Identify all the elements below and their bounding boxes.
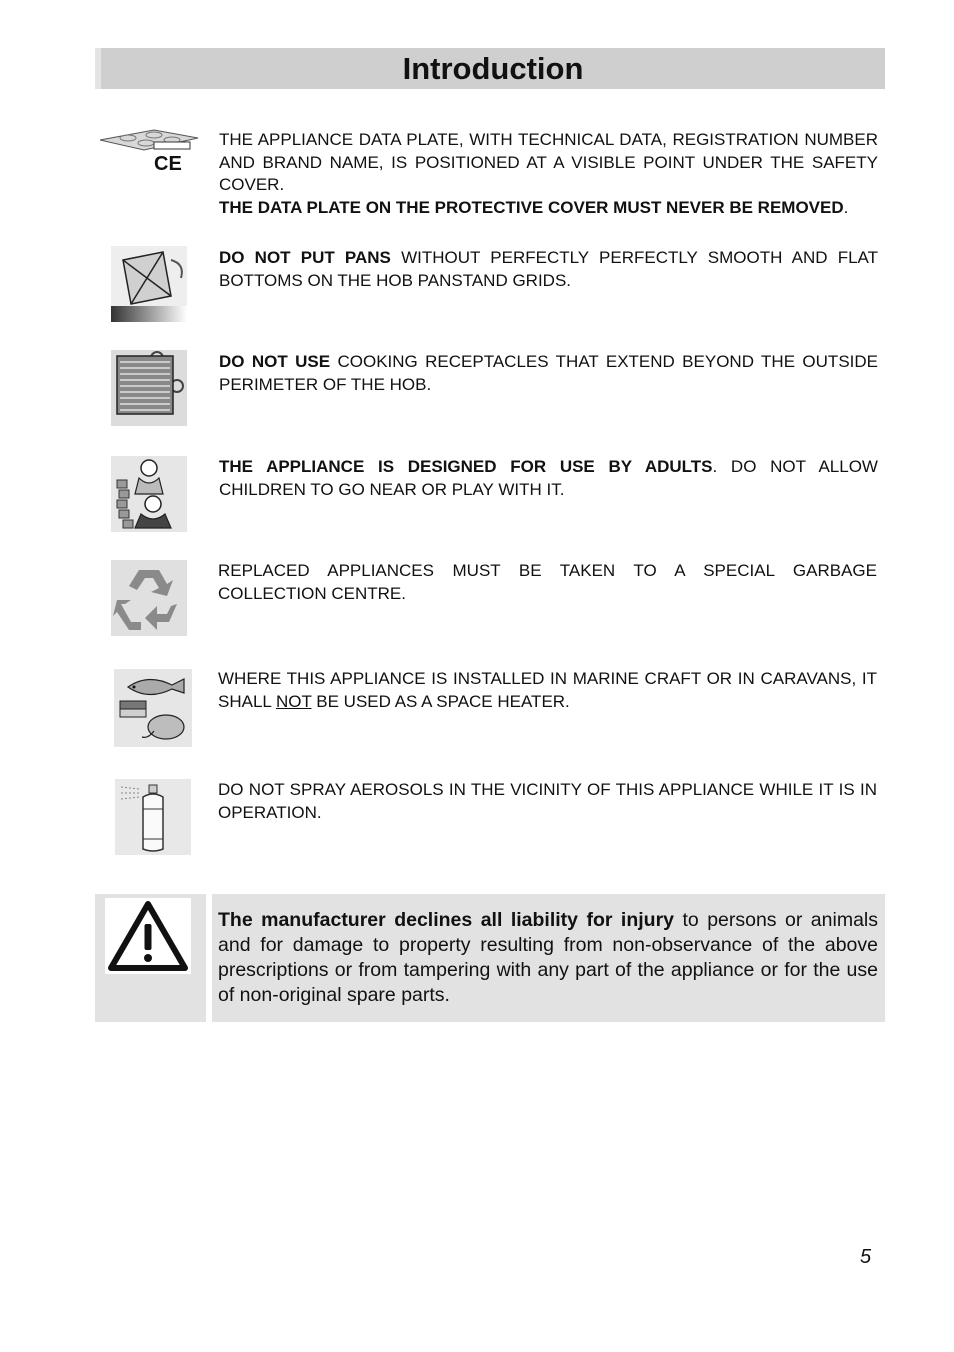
title-bar [95,48,885,89]
hob-data-plate-ce-icon [98,126,200,174]
notice-body: COOKING RECEPTACLES THAT EXTEND BEYOND THE OUTSIDE PERIMETER OF THE HOB. [219,352,878,394]
no-uneven-pan-icon [111,246,187,322]
page-number: 5 [860,1246,872,1268]
notice-body-tail: BE USED AS A SPACE HEATER. [311,691,570,711]
notice-text [218,779,877,824]
notice-emphasis: DO NOT PUT PANS [219,248,391,267]
liability-warning [218,908,878,1008]
notice-emphasis: THE DATA PLATE ON THE PROTECTIVE COVER MUST NEVER BE REMOVED [219,197,844,217]
food-cooking-icon [114,669,192,747]
notice-body: . DO NOT ALLOW CHILDREN TO GO NEAR OR PLAY WITH IT. [219,457,878,499]
page-title: Introduction [402,51,584,86]
notice-body: THE APPLIANCE DATA PLATE, WITH TECHNICAL DATA, REGISTRATION NUMBER AND BRAND NAME, IS POSITIONED AT A VISIBLE POINT UNDER THE SAFETY COVER. [219,130,878,194]
notice-text [219,129,878,219]
children-warning-icon [111,456,187,532]
warning-body: to persons or animals and for damage to property resulting from non-observance of the above prescriptions or from tampering with any part of the appliance or for the use of non-original spare parts. [218,909,879,1006]
warning-emphasis: The manufacturer declines all liability for injury [218,909,675,931]
aerosol-can-icon [115,779,191,855]
notice-text [218,560,877,605]
notice-body: DO NOT SPRAY AEROSOLS IN THE VICINITY OF THIS APPLIANCE WHILE IT IS IN OPERATION. [218,780,877,822]
svg-text:CE: CE [154,153,182,174]
notice-text [218,668,877,713]
notice-body: WHERE THIS APPLIANCE IS INSTALLED IN MARINE CRAFT OR IN CARAVANS, IT SHALL [218,669,877,711]
warning-triangle-icon [105,898,191,974]
notice-text [219,351,878,396]
notice-body: REPLACED APPLIANCES MUST BE TAKEN TO A SPECIAL GARBAGE COLLECTION CENTRE. [218,561,877,603]
oversize-receptacle-icon [111,350,187,426]
recycle-icon [111,560,187,636]
notice-emphasis: THE APPLIANCE IS DESIGNED FOR USE BY ADULTS [219,457,713,476]
notice-tail: . [843,197,849,217]
notice-text [219,247,878,292]
notice-underline: NOT [275,691,312,711]
notice-body: WITHOUT PERFECTLY PERFECTLY SMOOTH AND FLAT BOTTOMS ON THE HOB PANSTAND GRIDS. [219,248,878,290]
notice-emphasis: DO NOT USE [219,352,331,371]
warning-icon-panel [95,894,206,1022]
notice-text [219,456,878,501]
